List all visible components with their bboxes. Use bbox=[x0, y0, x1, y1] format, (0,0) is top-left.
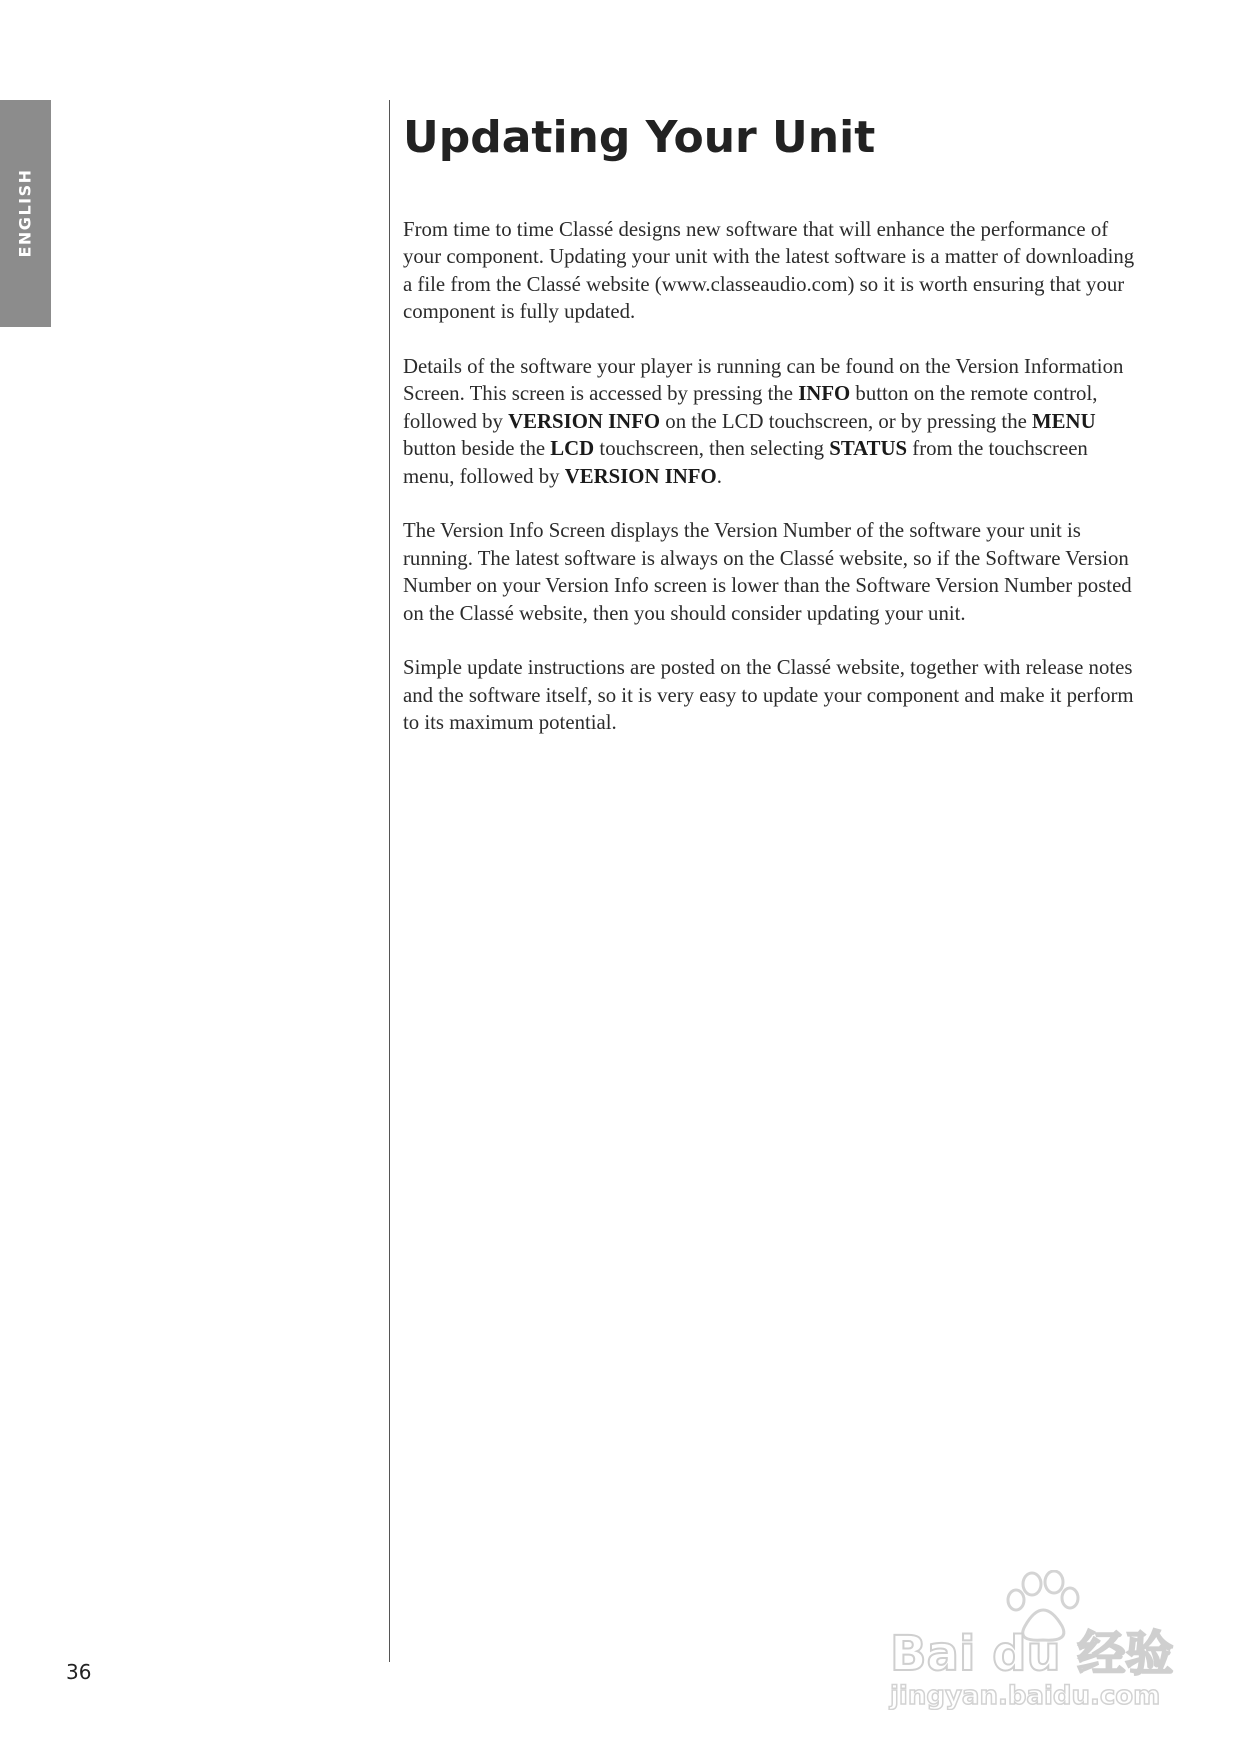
page-number: 36 bbox=[66, 1660, 92, 1684]
paragraph-1 bbox=[403, 216, 1138, 326]
bold-term: VERSION INFO bbox=[564, 464, 717, 488]
bold-term: VERSION INFO bbox=[508, 409, 661, 433]
paragraph-2 bbox=[403, 353, 1138, 490]
text-run: on the LCD touchscreen, or by pressing the bbox=[660, 409, 1033, 433]
body-text bbox=[403, 216, 1138, 764]
bold-term: INFO bbox=[798, 382, 851, 406]
text-run: touchscreen, then selecting bbox=[594, 437, 830, 461]
paragraph-3 bbox=[403, 517, 1138, 627]
bold-term: LCD bbox=[550, 437, 595, 461]
text-run: from the touchscreen menu, followed by bbox=[403, 437, 1088, 488]
page-title: Updating Your Unit bbox=[403, 112, 876, 163]
vertical-rule bbox=[389, 100, 390, 1662]
text-run: button beside the bbox=[403, 437, 551, 461]
watermark-url: jingyan.baidu.com bbox=[890, 1681, 1161, 1710]
paragraph-4 bbox=[403, 654, 1138, 736]
text-run: The Version Info Screen displays the Version Number of the software your unit is running. The latest software is always on the Classé website, so if the Software Version Number on your Version Info screen is lower than the Software Version Number posted on the Classé website, then you should consider updating your unit. bbox=[403, 519, 1132, 625]
text-run: From time to time Classé designs new software that will enhance the performance of your component. Updating your unit with the latest software is a matter of downloading a file from the Classé website (www.classeaudio.com) so it is worth ensuring that your component is fully updated. bbox=[403, 218, 1135, 324]
watermark-brand: Bai du 经验 bbox=[890, 1626, 1174, 1682]
text-run: Simple update instructions are posted on the Classé website, together with release notes and the software itself, so it is very easy to update your component and make it perform to its maximum potential. bbox=[403, 656, 1134, 735]
bold-term: MENU bbox=[1032, 409, 1096, 433]
baidu-jingyan-watermark bbox=[880, 1570, 1180, 1710]
bold-term: STATUS bbox=[829, 437, 908, 461]
text-run: . bbox=[716, 464, 722, 488]
text-run: Details of the software your player is running can be found on the Version Information Screen. This screen is accessed by pressing the bbox=[403, 355, 1124, 406]
language-tab-label: ENGLISH bbox=[15, 168, 35, 258]
text-run: button on the remote control, followed by bbox=[403, 382, 1098, 433]
